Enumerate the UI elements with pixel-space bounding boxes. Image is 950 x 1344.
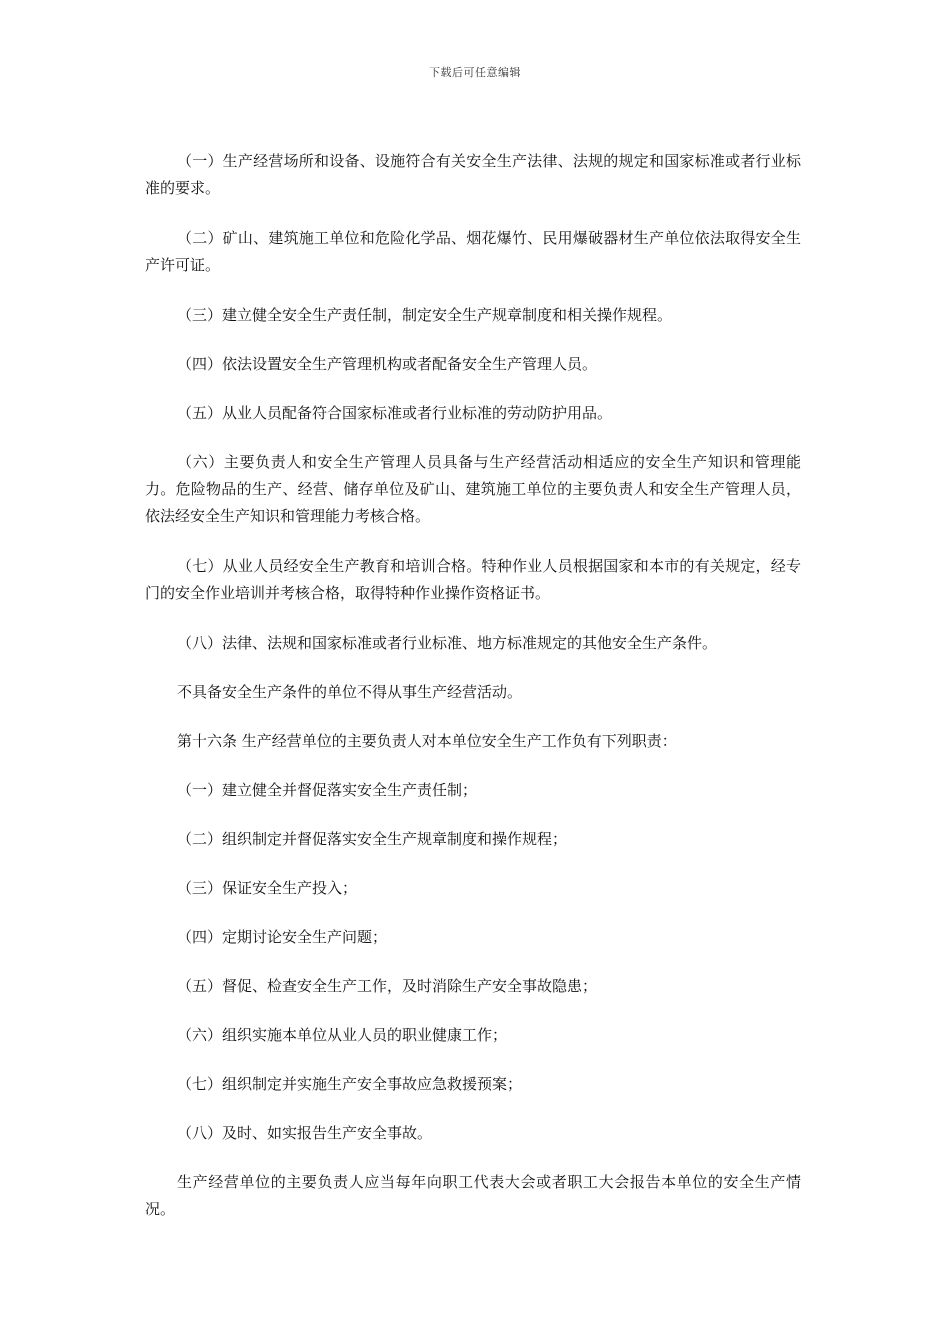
paragraph: （五）从业人员配备符合国家标准或者行业标准的劳动防护用品。 (177, 404, 613, 422)
paragraph: （六）主要负责人和安全生产管理人员具备与生产经营活动相适应的安全生产知识和管理能力。危险物品的生产、经营、储存单位及矿山、建筑施工单位的主要负责人和安全生产管理人员，依法经安全生产知识和管理能力考核合格。 (145, 453, 801, 525)
article-heading: 第十六条 生产经营单位的主要负责人对本单位安全生产工作负有下列职责： (177, 732, 677, 750)
paragraph: （二）矿山、建筑施工单位和危险化学品、烟花爆竹、民用爆破器材生产单位依法取得安全生产许可证。 (145, 229, 801, 274)
document-body (145, 148, 801, 1223)
paragraph: （五）督促、检查安全生产工作，及时消除生产安全事故隐患； (177, 977, 598, 995)
paragraph: （八）法律、法规和国家标准或者行业标准、地方标准规定的其他安全生产条件。 (177, 634, 718, 652)
paragraph: （七）从业人员经安全生产教育和培训合格。特种作业人员根据国家和本市的有关规定，经专门的安全作业培训并考核合格，取得特种作业操作资格证书。 (145, 557, 801, 602)
paragraph: （六）组织实施本单位从业人员的职业健康工作； (177, 1026, 508, 1044)
paragraph: （四）定期讨论安全生产问题； (177, 928, 388, 946)
paragraph: （四）依法设置安全生产管理机构或者配备安全生产管理人员。 (177, 355, 598, 373)
paragraph: 生产经营单位的主要负责人应当每年向职工代表大会或者职工大会报告本单位的安全生产情况。 (145, 1173, 801, 1218)
paragraph: （七）组织制定并实施生产安全事故应急救援预案； (177, 1075, 523, 1093)
page-header: 下载后可任意编辑 (429, 66, 521, 79)
paragraph: 不具备安全生产条件的单位不得从事生产经营活动。 (177, 683, 523, 701)
paragraph: （二）组织制定并督促落实安全生产规章制度和操作规程； (177, 830, 568, 848)
paragraph: （八）及时、如实报告生产安全事故。 (177, 1124, 433, 1142)
paragraph: （一）建立健全并督促落实安全生产责任制； (177, 781, 478, 799)
paragraph: （一）生产经营场所和设备、设施符合有关安全生产法律、法规的规定和国家标准或者行业标准的要求。 (145, 152, 801, 197)
paragraph: （三）建立健全安全生产责任制，制定安全生产规章制度和相关操作规程。 (177, 306, 673, 324)
paragraph: （三）保证安全生产投入； (177, 879, 358, 897)
